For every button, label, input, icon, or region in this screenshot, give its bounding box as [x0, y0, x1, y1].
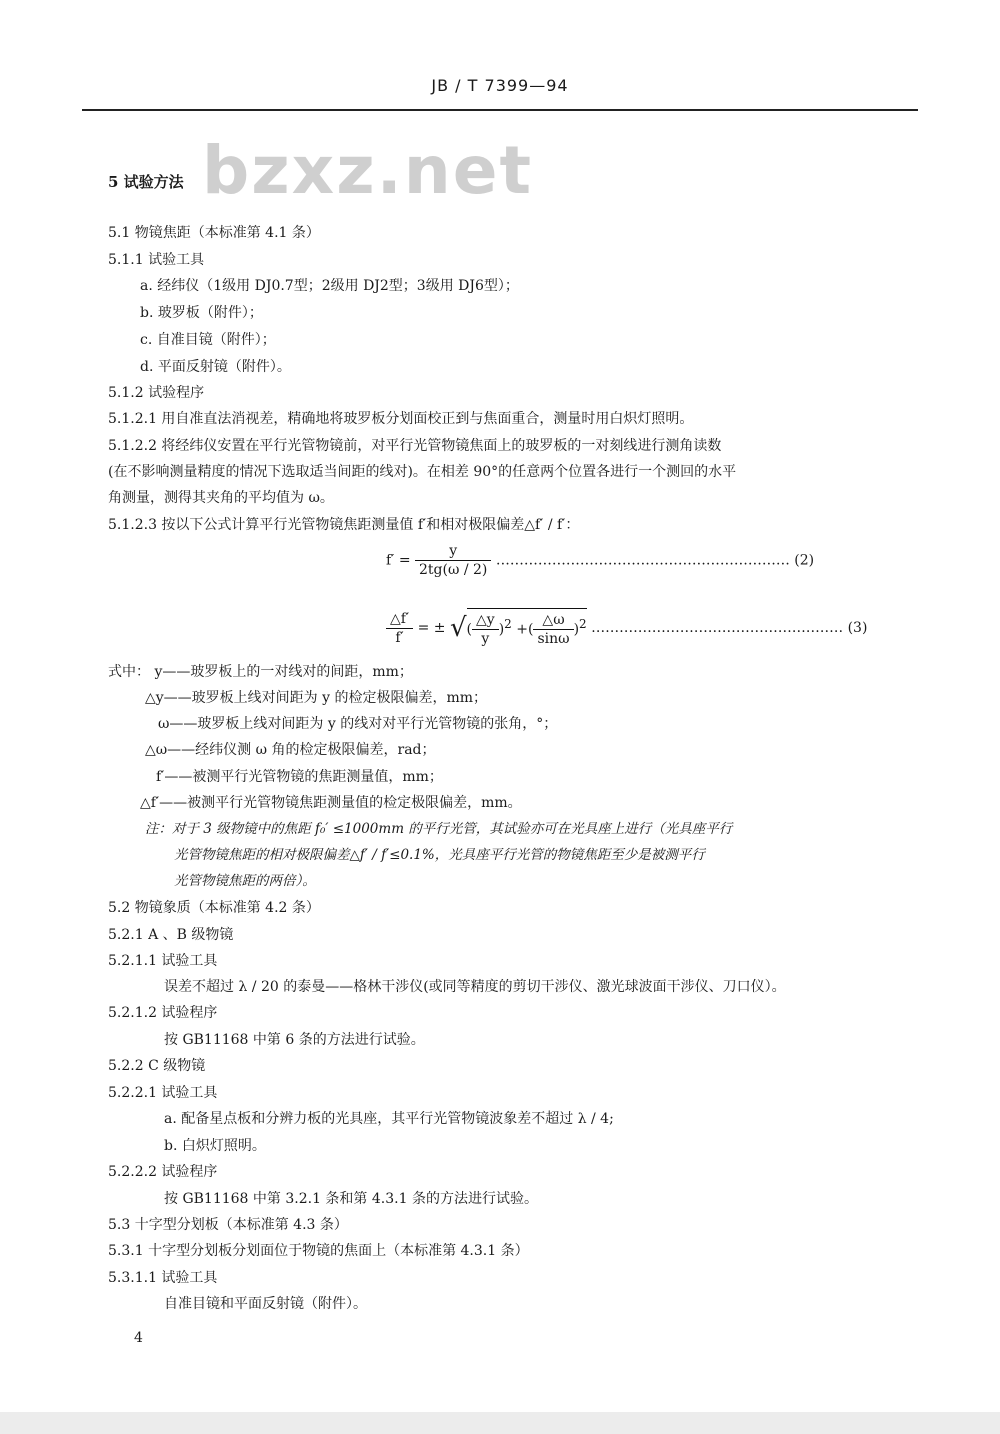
item-5-2-2-1-b: b. 白炽灯照明。 — [164, 1138, 266, 1154]
para-5-3-1-1: 自准目镜和平面反射镜（附件）。 — [164, 1296, 367, 1312]
formula-2-denominator: 2tg(ω / 2) — [419, 562, 488, 578]
formula-3-term2-numerator: △ω — [533, 611, 573, 630]
formula-2-equals: = — [398, 552, 411, 569]
section-5-2-1-2: 5.2.1.2 试验程序 — [108, 1005, 218, 1021]
where-y: 式中： y——玻罗板上的一对线对的间距，mm； — [108, 664, 413, 680]
section-5-2-1: 5.2.1 A 、B 级物镜 — [108, 927, 234, 943]
formula-3-term1-exponent: 2 — [504, 616, 512, 631]
formula-2-lhs: f′ — [386, 552, 395, 569]
section-5-1-1: 5.1.1 试验工具 — [108, 252, 205, 268]
formula-3-term1-denominator: y — [481, 631, 490, 647]
header-standard-code: JB / T 7399—94 — [431, 76, 569, 95]
note-line1: 注：对于 3 级物镜中的焦距 f₀′ ≤1000mm 的平行光管，其试验亦可在光具座上进行（光具座平行 — [145, 821, 733, 837]
where-delta-f: △f′——被测平行光管物镜焦距测量值的检定极限偏差，mm。 — [140, 795, 522, 811]
section-5-2-2-1: 5.2.2.1 试验工具 — [108, 1085, 218, 1101]
para-5-1-2-3: 5.1.2.3 按以下公式计算平行光管物镜焦距测量值 f′和相对极限偏差△f′ / f′： — [108, 517, 580, 533]
header-rule — [82, 109, 918, 111]
where-delta-omega: △ω——经纬仪测 ω 角的检定极限偏差，rad； — [145, 742, 436, 758]
section-5-2-1-1: 5.2.1.1 试验工具 — [108, 953, 218, 969]
section-5-1-2: 5.1.2 试验程序 — [108, 385, 205, 401]
formula-3-radicand: ( $\frac{\triangle y}{y}$ )$^2$ +( $\frac{\triangle\omega}{\sin\omega}$ )$^2$ — [467, 608, 587, 648]
sqrt-icon: √ — [449, 613, 467, 643]
section-5-2: 5.2 物镜象质（本标准第 4.2 条） — [108, 900, 320, 916]
formula-3-dots: ……………………………………………… — [591, 620, 844, 636]
formula-3-lhs-fraction — [386, 610, 413, 647]
para-5-2-1-2: 按 GB11168 中第 6 条的方法进行试验。 — [164, 1032, 425, 1048]
where-omega: ω——玻罗板上线对间距为 y 的线对对平行光管物镜的张角，°； — [158, 716, 558, 732]
item-5-1-1-d: d. 平面反射镜（附件）。 — [140, 359, 291, 375]
formula-3-term1-numerator: △y — [472, 611, 499, 630]
formula-3-term2-fraction — [533, 611, 573, 648]
formula-3-lhs-numerator: △f′ — [386, 610, 413, 629]
watermark: bzxz.net — [202, 132, 534, 209]
formula-3-lhs-denominator: f′ — [395, 629, 404, 646]
formula-3-number: (3) — [847, 620, 868, 636]
section-5-title: 5 试验方法 — [108, 173, 184, 191]
section-5-3-1: 5.3.1 十字型分划板分划面位于物镜的焦面上（本标准第 4.3.1 条） — [108, 1243, 529, 1259]
formula-2-number: (2) — [794, 552, 815, 569]
item-5-1-1-b: b. 玻罗板（附件）； — [140, 305, 263, 321]
para-5-2-2-2: 按 GB11168 中第 3.2.1 条和第 4.3.1 条的方法进行试验。 — [164, 1191, 538, 1207]
formula-3-equals: = ± — [417, 620, 446, 636]
para-5-1-2-2-line3: 角测量，测得其夹角的平均值为 ω。 — [108, 490, 334, 506]
item-5-1-1-a: a. 经纬仪（1级用 DJ0.7型；2级用 DJ2型；3级用 DJ6型）； — [140, 278, 519, 294]
formula-3-term2-denominator: sinω — [537, 631, 570, 647]
section-5-3-1-1: 5.3.1.1 试验工具 — [108, 1270, 218, 1286]
page-number: 4 — [134, 1330, 143, 1346]
section-5-2-2: 5.2.2 C 级物镜 — [108, 1058, 206, 1074]
formula-3 — [386, 608, 867, 648]
para-5-1-2-1: 5.1.2.1 用自准直法消视差，精确地将玻罗板分划面校正到与焦面重合，测量时用白炽灯照明。 — [108, 411, 694, 427]
formula-2-fraction — [415, 542, 491, 579]
section-5-1: 5.1 物镜焦距（本标准第 4.1 条） — [108, 225, 320, 241]
para-5-2-1-1: 误差不超过 λ / 20 的泰曼——格林干涉仪(或同等精度的剪切干涉仪、激光球波面干涉仪、刀口仪）。 — [164, 979, 786, 995]
formula-2-numerator: y — [415, 542, 491, 561]
formula-3-term2-exponent: 2 — [579, 616, 587, 631]
formula-3-plus: + — [516, 621, 528, 638]
formula-2 — [386, 542, 814, 579]
section-5-3: 5.3 十字型分划板（本标准第 4.3 条） — [108, 1217, 348, 1233]
formula-3-term1-fraction — [472, 611, 499, 648]
note-line3: 光管物镜焦距的两倍）。 — [174, 873, 316, 889]
item-5-2-2-1-a: a. 配备星点板和分辨力板的光具座，其平行光管物镜波象差不超过 λ / 4; — [164, 1111, 614, 1127]
formula-2-dots: ……………………………………………………… — [495, 552, 790, 569]
para-5-1-2-2-line1: 5.1.2.2 将经纬仪安置在平行光管物镜前，对平行光管物镜焦面上的玻罗板的一对刻线进行测角读数 — [108, 438, 722, 454]
section-5-2-2-2: 5.2.2.2 试验程序 — [108, 1164, 218, 1180]
page-bottom-band — [0, 1412, 1000, 1434]
para-5-1-2-2-line2: (在不影响测量精度的情况下选取适当间距的线对)。在相差 90°的任意两个位置各进行一个测回的水平 — [108, 464, 737, 480]
where-f: f′——被测平行光管物镜的焦距测量值，mm； — [156, 769, 443, 785]
where-delta-y: △y——玻罗板上线对间距为 y 的检定极限偏差，mm； — [145, 690, 488, 706]
item-5-1-1-c: c. 自准目镜（附件）； — [140, 332, 276, 348]
note-line2: 光管物镜焦距的相对极限偏差△f′ / f′≤0.1%，光具座平行光管的物镜焦距至少是被测平行 — [174, 847, 705, 863]
